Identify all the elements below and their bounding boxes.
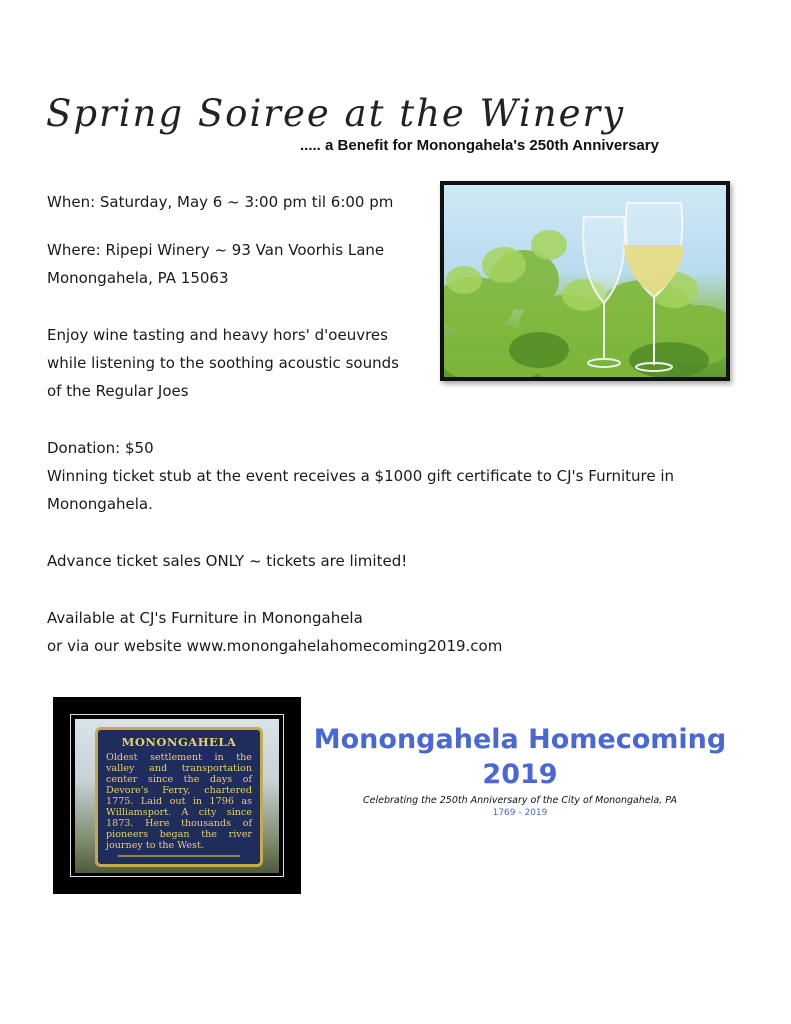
historical-marker-photo: [53, 697, 301, 894]
event-prize-line1: Winning ticket stub at the event receives a $1000 gift certificate to CJ's Furniture in: [47, 467, 675, 485]
homecoming-title: Monongahela Homecoming: [313, 724, 727, 755]
event-where-line2: Monongahela, PA 15063: [47, 269, 229, 287]
homecoming-years: 1769 - 2019: [492, 808, 548, 818]
event-desc-line3: of the Regular Joes: [47, 382, 189, 400]
marker-heading: MONONGAHELA: [121, 735, 237, 749]
wine-glasses-photo: [440, 181, 730, 381]
event-donation: Donation: $50: [47, 439, 154, 457]
event-desc-line2: while listening to the soothing acoustic sounds: [47, 354, 399, 372]
historical-marker-sign: [95, 727, 263, 867]
wine-glasses-illustration: [444, 185, 726, 377]
marker-scene: [75, 719, 279, 873]
page-title: Spring Soiree at the Winery: [46, 92, 626, 135]
event-availability-line1: Available at CJ's Furniture in Monongahela: [47, 609, 363, 627]
event-availability-line2: or via our website www.monongahelahomecoming2019.com: [47, 637, 503, 655]
event-advance-note: Advance ticket sales ONLY ~ tickets are limited!: [47, 552, 408, 570]
event-where-line1: Where: Ripepi Winery ~ 93 Van Voorhis Lane: [47, 241, 385, 259]
marker-inscription: Oldest settlement in the valley and transportation center since the days of Devore's Ferry, chartered 1775. Laid out in 1796 as Williamsport. A city since 1873. Here thousands of pioneers began the river journey to the West.: [106, 752, 252, 851]
homecoming-year: 2019: [482, 759, 558, 790]
page-subtitle: ..... a Benefit for Monongahela's 250th Anniversary: [300, 137, 659, 154]
homecoming-tagline: Celebrating the 250th Anniversary of the City of Monongahela, PA: [363, 795, 677, 806]
event-when: When: Saturday, May 6 ~ 3:00 pm til 6:00 pm: [47, 193, 394, 211]
event-prize-line2: Monongahela.: [47, 495, 153, 513]
event-desc-line1: Enjoy wine tasting and heavy hors' d'oeuvres: [47, 326, 388, 344]
marker-footer-line: [118, 855, 240, 857]
photo-inner-border: [70, 714, 284, 877]
